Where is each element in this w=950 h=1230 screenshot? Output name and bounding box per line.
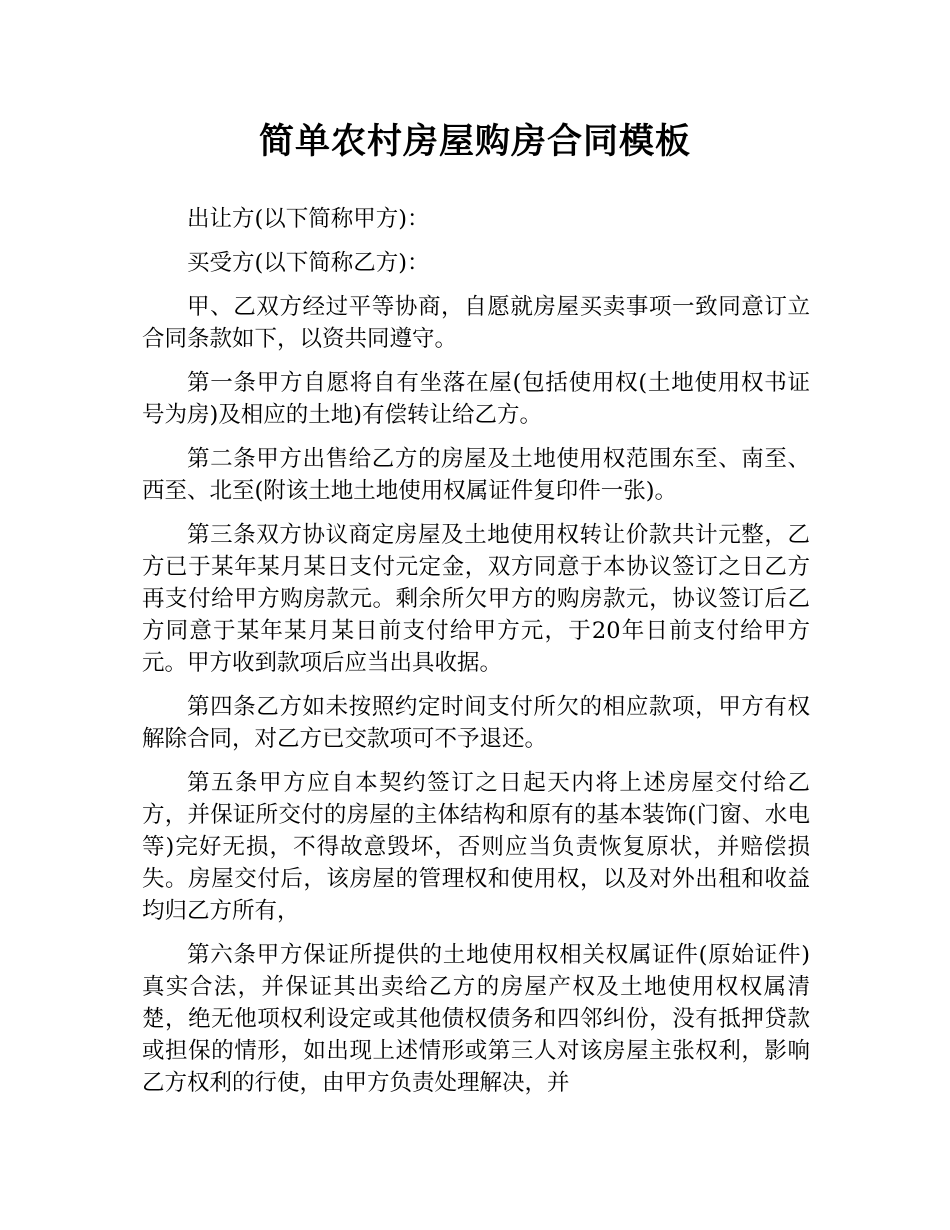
paragraph-preamble: 甲、乙双方经过平等协商，自愿就房屋买卖事项一致同意订立合同条款如下，以资共同遵守。 <box>142 294 810 352</box>
paragraph-article-3: 第三条双方协议商定房屋及土地使用权转让价款共计元整，乙方已于某年某月某日支付元定金，双方同意于本协议签订之日乙方再支付给甲方购房款元。剩余所欠甲方的购房款元，协议签订后乙方同意于某年某月某日前支付给甲方元，于20年日前支付给甲方元。甲方收到款项后应当出具收据。 <box>142 522 810 676</box>
paragraph-article-2: 第二条甲方出售给乙方的房屋及土地使用权范围东至、南至、西至、北至(附该土地土地使用权属证件复印件一张)。 <box>142 446 810 504</box>
paragraph-article-4: 第四条乙方如未按照约定时间支付所欠的相应款项，甲方有权解除合同，对乙方已交款项可不予退还。 <box>142 694 810 752</box>
document-body <box>142 203 810 1111</box>
document-title: 简单农村房屋购房合同模板 <box>258 122 691 162</box>
paragraph-article-1: 第一条甲方自愿将自有坐落在屋(包括使用权(土地使用权书证号为房)及相应的土地)有偿转让给乙方。 <box>142 370 810 428</box>
paragraph-buyer: 买受方(以下简称乙方)： <box>187 250 430 276</box>
paragraph-article-5: 第五条甲方应自本契约签订之日起天内将上述房屋交付给乙方，并保证所交付的房屋的主体结构和原有的基本装饰(门窗、水电等)完好无损，不得故意毁坏，否则应当负责恢复原状，并赔偿损失。房屋交付后，该房屋的管理权和使用权，以及对外出租和收益均归乙方所有， <box>142 770 810 924</box>
paragraph-article-6: 第六条甲方保证所提供的土地使用权相关权属证件(原始证件)真实合法，并保证其出卖给乙方的房屋产权及土地使用权权属清楚，绝无他项权利设定或其他债权债务和四邻纠份，没有抵押贷款或担保的情形，如出现上述情形或第三人对该房屋主张权利，影响乙方权利的行使，由甲方负责处理解决，并 <box>142 942 810 1096</box>
paragraph-seller: 出让方(以下简称甲方)： <box>187 206 430 232</box>
